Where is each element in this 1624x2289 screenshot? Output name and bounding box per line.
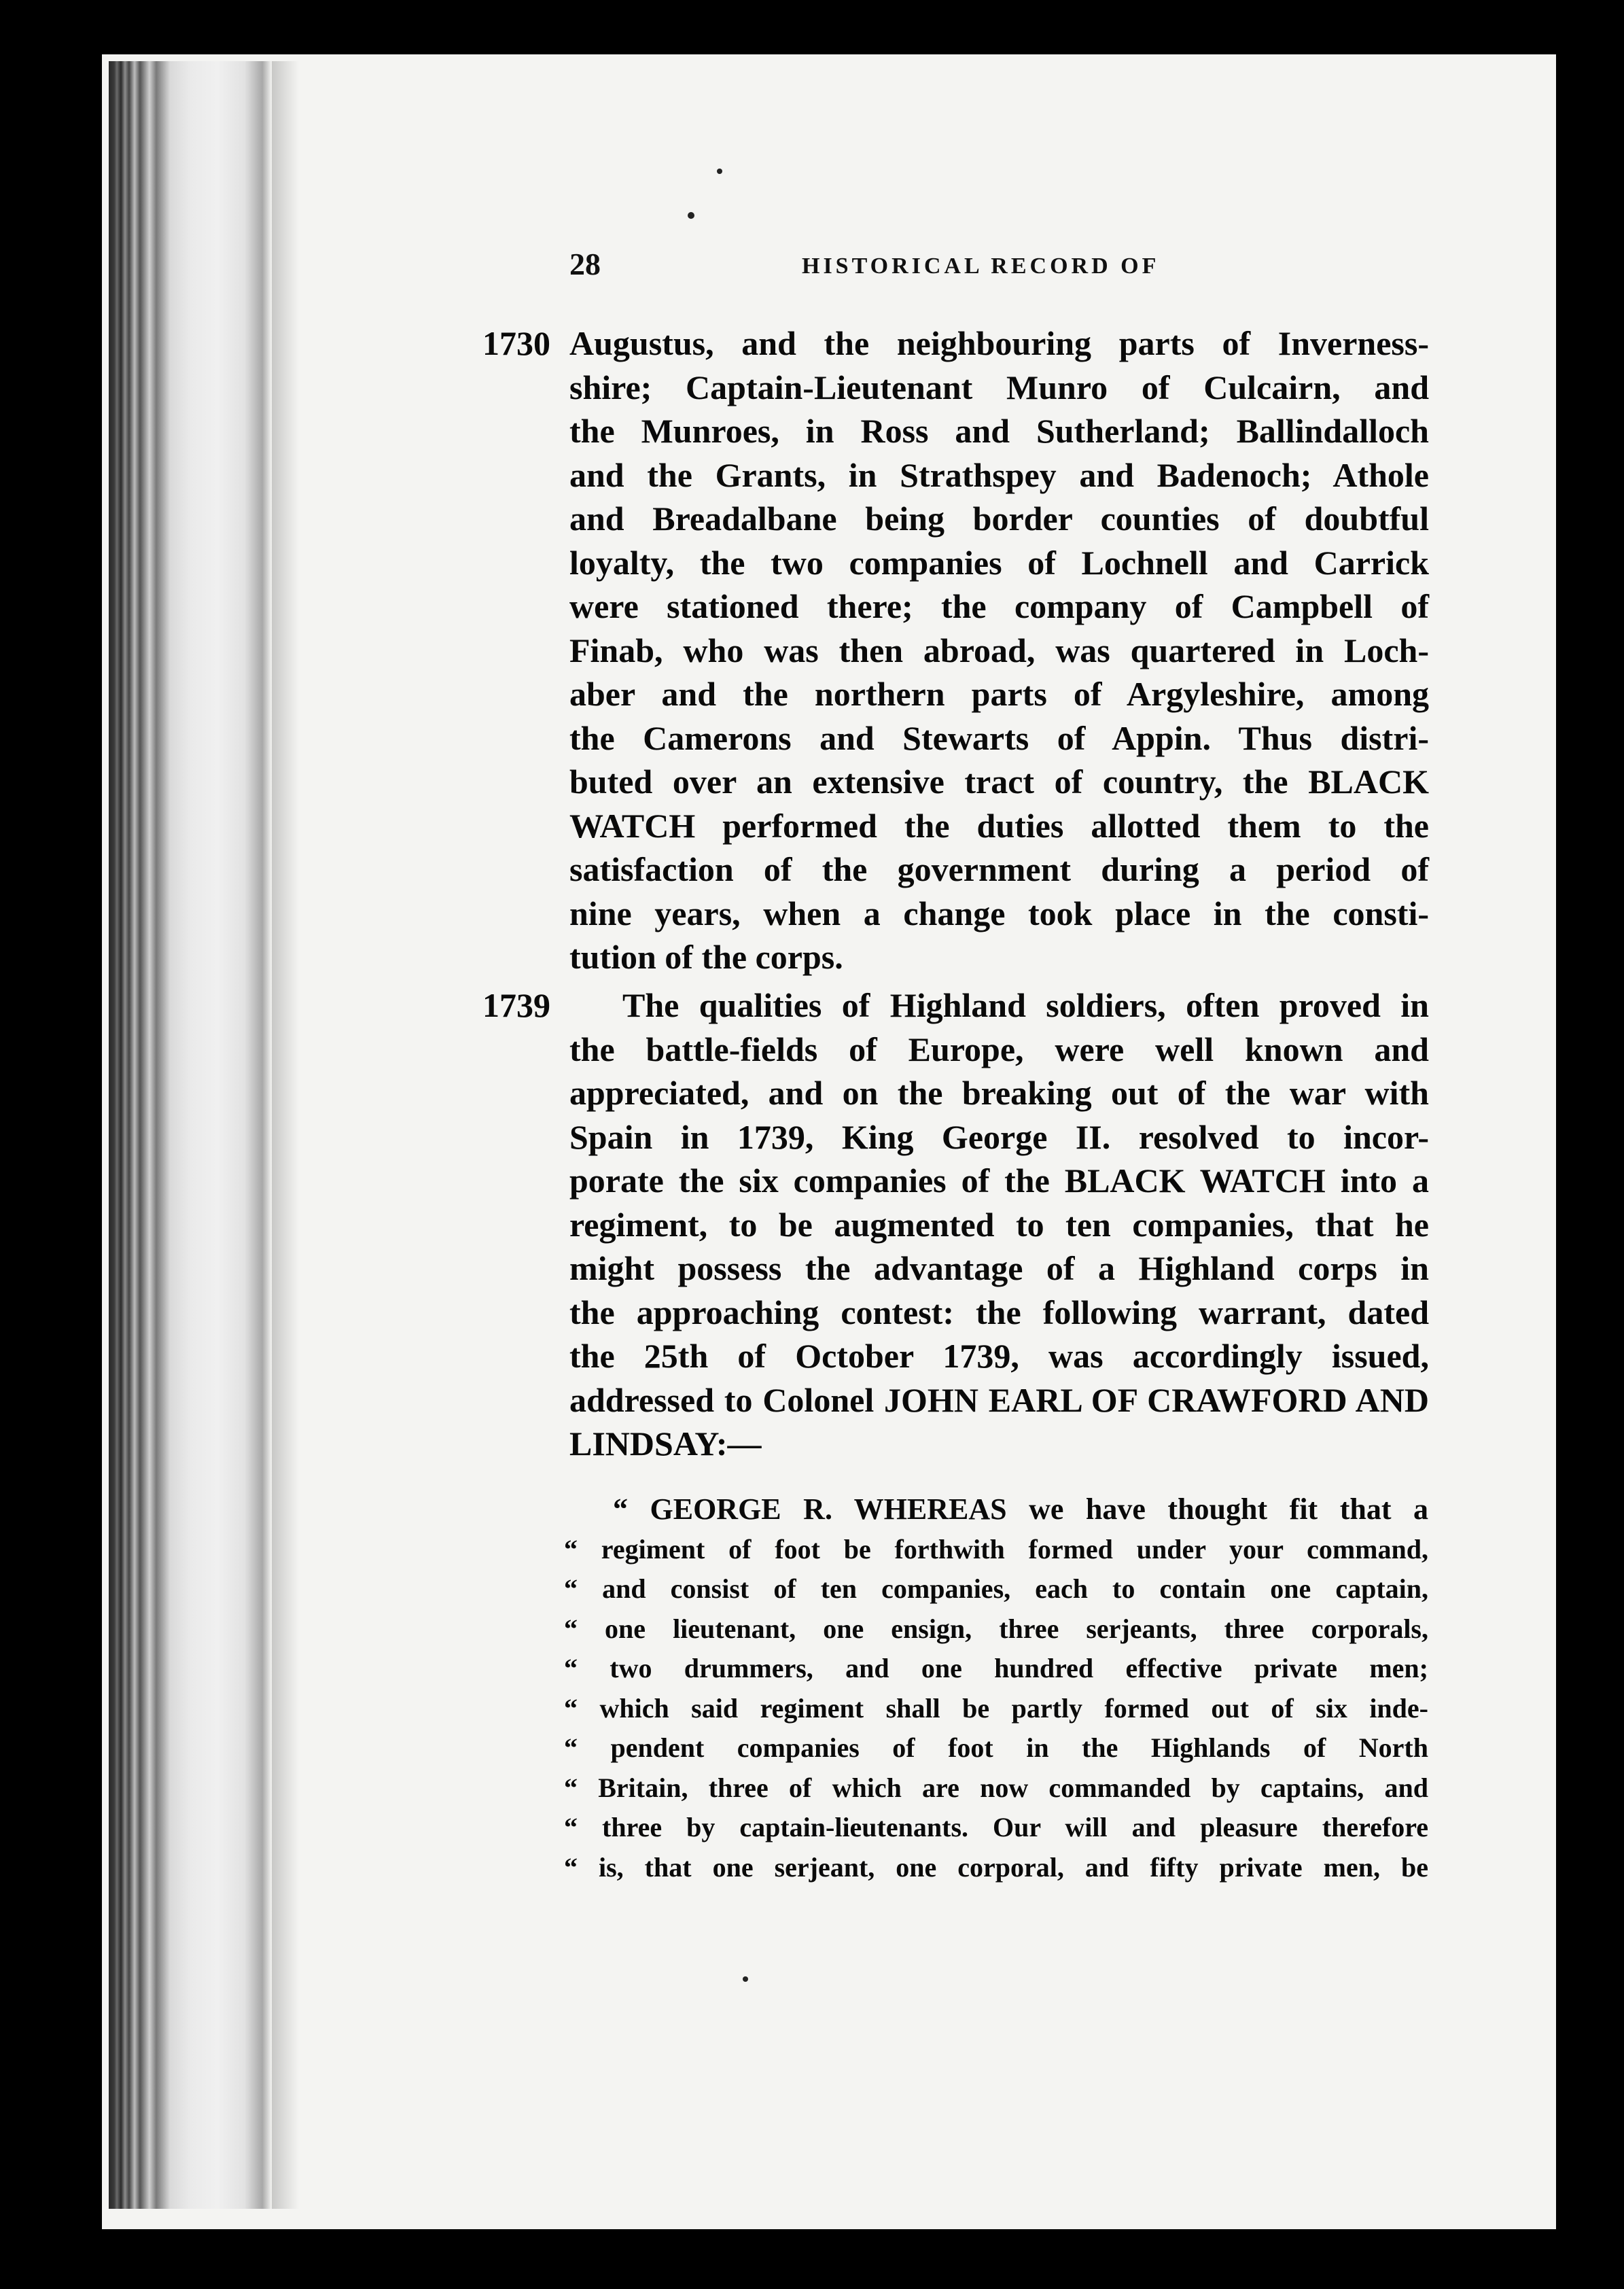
quote-line: “ is, that one serjeant, one corporal, and fifty private men, be [564, 1851, 1428, 1883]
running-title: HISTORICAL RECORD OF [802, 254, 1160, 279]
right-scan-border [1563, 54, 1624, 2229]
paragraph-1739 [569, 983, 1429, 1466]
text-line: the battle-fields of Europe, were well known and [569, 1030, 1429, 1068]
scan-speck [688, 212, 694, 219]
text-line: satisfaction of the government during a period of [569, 850, 1429, 888]
text-line: buted over an extensive tract of country, the BLACK [569, 763, 1429, 801]
text-line: LINDSAY:— [569, 1425, 762, 1463]
margin-year-1739: 1739 [482, 986, 550, 1024]
quote-line: “ and consist of ten companies, each to contain one captain, [564, 1573, 1428, 1604]
text-line: appreciated, and on the breaking out of the war with [569, 1074, 1429, 1112]
text-line: were stationed there; the company of Campbell of [569, 587, 1429, 625]
text-line: Finab, who was then abroad, was quartered in Loch- [569, 631, 1429, 669]
text-line: The qualities of Highland soldiers, often proved in [622, 986, 1429, 1024]
text-line: the Camerons and Stewarts of Appin. Thus distri- [569, 718, 1429, 757]
scan-speck [743, 1976, 748, 1982]
text-line: Augustus, and the neighbouring parts of Inverness- [569, 324, 1429, 362]
text-line: regiment, to be augmented to ten companies, that he [569, 1205, 1429, 1244]
text-line: nine years, when a change took place in the consti- [569, 894, 1429, 932]
text-line: and the Grants, in Strathspey and Badenoch; Athole [569, 455, 1429, 494]
gutter-shadow [272, 61, 299, 2209]
quote-line: “ GEORGE R. WHEREAS we have thought fit that a [613, 1492, 1428, 1526]
quote-line: “ three by captain-lieutenants. Our will and pleasure therefore [564, 1812, 1428, 1842]
text-line: might possess the advantage of a Highland corps in [569, 1249, 1429, 1287]
text-line: the Munroes, in Ross and Sutherland; Ballindalloch [569, 412, 1429, 450]
scan-speck [717, 169, 722, 174]
quote-line: “ which said regiment shall be partly formed out of six inde- [564, 1692, 1428, 1724]
text-line: porate the six companies of the BLACK WATCH into a [569, 1161, 1429, 1200]
text-line: loyalty, the two companies of Lochnell and Carrick [569, 543, 1429, 582]
quote-line: “ pendent companies of foot in the Highlands of North [564, 1732, 1428, 1763]
quote-line: “ regiment of foot be forthwith formed under your command, [564, 1533, 1428, 1565]
paragraph-1730 [569, 321, 1429, 979]
text-line: Spain in 1739, King George II. resolved to incor- [569, 1117, 1429, 1156]
book-page-edge [109, 61, 272, 2209]
text-line: WATCH performed the duties allotted them to the [569, 806, 1429, 845]
text-line: and Breadalbane being border counties of doubtful [569, 500, 1429, 538]
quote-line: “ one lieutenant, one ensign, three serjeants, three corporals, [564, 1613, 1428, 1644]
text-line: tution of the corps. [569, 938, 843, 976]
quote-line: “ two drummers, and one hundred effective private men; [564, 1653, 1428, 1683]
quote-line: “ Britain, three of which are now commanded by captains, and [564, 1772, 1428, 1803]
text-line: shire; Captain-Lieutenant Munro of Culcairn, and [569, 368, 1429, 406]
text-line: addressed to Colonel JOHN EARL OF CRAWFORD AND [569, 1380, 1429, 1419]
text-line: the approaching contest: the following warrant, dated [569, 1293, 1429, 1331]
margin-year-1730: 1730 [482, 324, 550, 362]
page-number: 28 [569, 247, 601, 281]
text-line: aber and the northern parts of Argyleshire, among [569, 675, 1429, 713]
warrant-quotation [564, 1490, 1428, 1887]
text-line: the 25th of October 1739, was accordingly issued, [569, 1337, 1429, 1375]
